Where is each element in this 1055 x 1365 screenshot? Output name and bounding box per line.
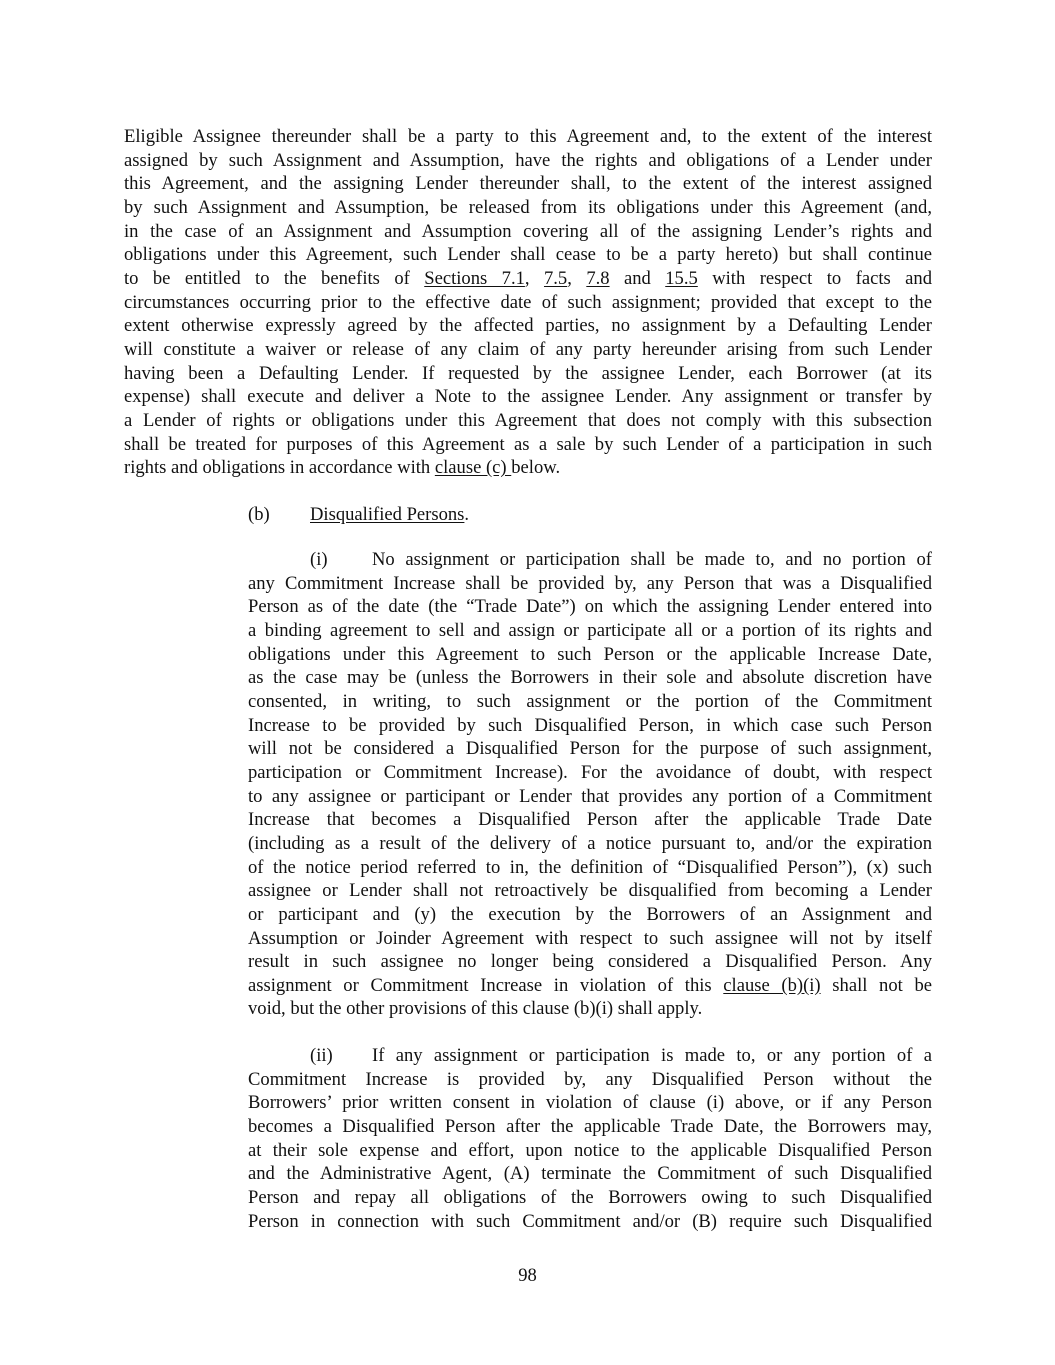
- text-line: participation or Commitment Increase). For the avoidance of doubt, with respect: [248, 761, 932, 783]
- text-line: having been a Defaulting Lender. If requested by the assignee Lender, each Borrower (at its: [124, 362, 932, 384]
- text-line: Increase that becomes a Disqualified Person after the applicable Trade Date: [248, 809, 932, 831]
- subclause-label: (i): [310, 549, 328, 570]
- separator: ,: [567, 267, 587, 289]
- text-fragment: rights and obligations in accordance with: [124, 457, 435, 479]
- text-fragment: If any assignment or participation is made to, or any portion of a: [372, 1045, 932, 1066]
- text-line: extent otherwise expressly agreed by the affected parties, no assignment by a Defaulting Lender: [124, 315, 932, 337]
- text-fragment: No assignment or participation shall be made to, and no portion of: [372, 549, 932, 570]
- text-line: consented, in writing, to such assignment or the portion of the Commitment: [248, 690, 932, 712]
- page-number: 98: [518, 1265, 537, 1286]
- text-line: (including as a result of the delivery of a notice pursuant to, and/or the expiration: [248, 832, 932, 854]
- text-fragment: assignment or Commitment Increase in violation of this: [248, 974, 724, 996]
- section-ref-7-8: 7.8: [586, 267, 610, 289]
- text-line: by such Assignment and Assumption, be released from its obligations under this Agreement (and,: [124, 196, 932, 218]
- text-line: Commitment Increase is provided by, any Disqualified Person without the: [248, 1068, 932, 1090]
- separator: ,: [524, 267, 544, 289]
- text-fragment: with respect to facts and: [697, 267, 933, 289]
- section-title-period: .: [464, 504, 470, 525]
- text-line: a Lender of rights or obligations under this Agreement that does not comply with this subsection: [124, 409, 932, 431]
- section-ref-15-5: 15.5: [665, 267, 698, 289]
- text-line: Person in connection with such Commitment and/or (B) require such Disqualified: [248, 1210, 932, 1232]
- text-line: expense) shall execute and deliver a Note to the assignee Lender. Any assignment or transfer by: [124, 386, 932, 408]
- text-line: any Commitment Increase shall be provided by, any Person that was a Disqualified: [248, 572, 932, 594]
- text-line: circumstances occurring prior to the effective date of such assignment; provided that except to the: [124, 291, 932, 313]
- text-line: will constitute a waiver or release of any claim of any party hereunder arising from such Lender: [124, 338, 932, 360]
- subclause-label: (ii): [310, 1045, 333, 1066]
- section-ref-7-1: Sections 7.1: [424, 267, 525, 289]
- text-line: this Agreement, and the assigning Lender thereunder shall, to the extent of the interest assigned: [124, 173, 932, 195]
- clause-ref-c: clause (c): [434, 457, 512, 479]
- text-line: Person and repay all obligations of the Borrowers owing to such Disqualified: [248, 1186, 932, 1208]
- text-line: obligations under this Agreement to such Person or the applicable Increase Date,: [248, 643, 932, 665]
- text-fragment: to be entitled to the benefits of: [124, 267, 425, 289]
- text-line: Eligible Assignee thereunder shall be a party to this Agreement and, to the extent of the interest: [124, 126, 932, 147]
- section-title: Disqualified Persons: [310, 504, 465, 525]
- text-fragment: shall not be: [820, 974, 933, 996]
- text-line: Person as of the date (the “Trade Date”) on which the assigning Lender entered into: [248, 596, 932, 618]
- text-fragment: below.: [511, 457, 561, 479]
- text-line: becomes a Disqualified Person after the applicable Trade Date, the Borrowers may,: [248, 1115, 932, 1137]
- text-line: as the case may be (unless the Borrowers in their sole and absolute discretion have: [248, 667, 932, 689]
- text-fragment: and: [609, 267, 666, 289]
- text-line: a binding agreement to sell and assign or participate all or a portion of its rights and: [248, 619, 932, 641]
- text-line-last: [124, 456, 932, 480]
- subclause-i: [248, 548, 932, 1021]
- text-line: or participant and (y) the execution by the Borrowers of an Assignment and: [248, 903, 932, 925]
- text-line-last: void, but the other provisions of this clause (b)(i) shall apply.: [248, 998, 703, 1020]
- subclause-ii: [248, 1044, 932, 1233]
- text-line: Increase to be provided by such Disqualified Person, in which case such Person: [248, 714, 932, 736]
- text-line: shall be treated for purposes of this Agreement as a sale by such Lender of a participation in such: [124, 433, 932, 455]
- text-line-with-section-refs: [124, 267, 932, 291]
- section-number: (b): [248, 504, 270, 525]
- text-line: at their sole expense and effort, upon notice to the applicable Disqualified Person: [248, 1139, 932, 1161]
- text-line: and the Administrative Agent, (A) terminate the Commitment of such Disqualified: [248, 1163, 932, 1185]
- text-line-with-clause-ref: [248, 974, 932, 998]
- text-line-first: [248, 548, 932, 572]
- section-b-heading: [248, 503, 469, 527]
- text-line: result in such assignee no longer being considered a Disqualified Person. Any: [248, 951, 932, 973]
- text-line: in the case of an Assignment and Assumption covering all of the assigning Lender’s rights and: [124, 220, 932, 242]
- text-line: to any assignee or participant or Lender that provides any portion of a Commitment: [248, 785, 932, 807]
- text-line: obligations under this Agreement, such Lender shall cease to be a party hereto) but shall continue: [124, 244, 932, 266]
- text-line: of the notice period referred to in, the definition of “Disqualified Person”), (x) such: [248, 856, 932, 878]
- text-line: assigned by such Assignment and Assumption, have the rights and obligations of a Lender under: [124, 149, 932, 171]
- text-line-first: [248, 1044, 932, 1068]
- text-line: Assumption or Joinder Agreement with respect to such assignee will not by itself: [248, 927, 932, 949]
- text-line: assignee or Lender shall not retroactively be disqualified from becoming a Lender: [248, 880, 932, 902]
- paragraph-a-continuation: [124, 125, 932, 480]
- text-line: Borrowers’ prior written consent in violation of clause (i) above, or if any Person: [248, 1092, 932, 1114]
- section-ref-7-5: 7.5: [543, 267, 568, 289]
- text-line: will not be considered a Disqualified Person for the purpose of such assignment,: [248, 738, 932, 760]
- clause-ref-b-i: clause (b)(i): [723, 974, 821, 996]
